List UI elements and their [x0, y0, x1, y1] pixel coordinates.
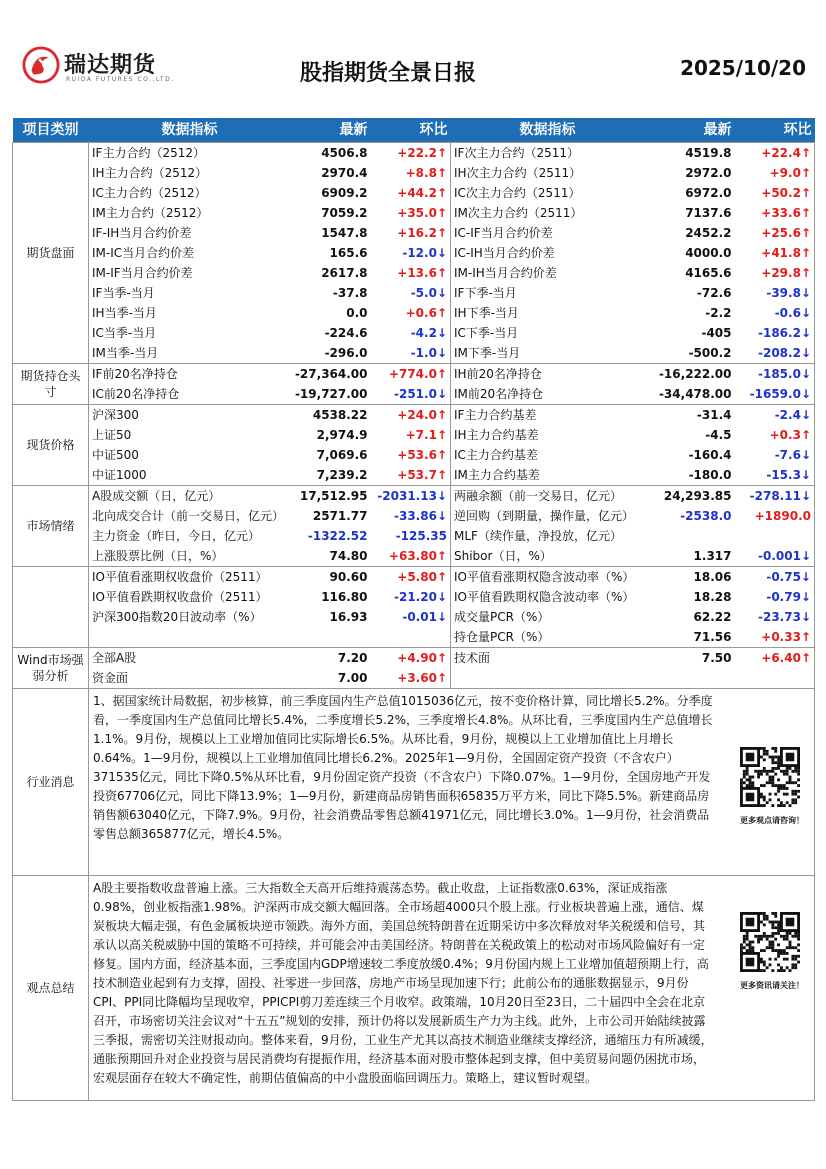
- indicator-change-2: -0.6↓: [735, 303, 815, 323]
- indicator-change: +4.90↑: [371, 648, 451, 669]
- indicator-name: A股成交额（日，亿元）: [89, 486, 291, 507]
- indicator-value-2: -34,478.00: [658, 387, 732, 401]
- indicator-name: IO平值看跌期权收盘价（2511）: [89, 587, 291, 607]
- indicator-change-2: -7.6↓: [735, 445, 815, 465]
- indicator-name: IM主力合约（2512）: [89, 203, 291, 223]
- indicator-value-2: -180.0: [688, 468, 732, 482]
- indicator-name: 沪深300: [89, 405, 291, 426]
- indicator-value: 165.6: [329, 246, 368, 260]
- indicator-value-2: -31.4: [645, 405, 735, 426]
- indicator-value-2: -72.6: [696, 286, 732, 300]
- indicator-value: 2617.8: [321, 266, 368, 280]
- indicator-value-2: -16,222.00: [645, 364, 735, 385]
- category-cell: Wind市场强弱分析: [13, 648, 89, 689]
- indicator-value-2: 6972.0: [685, 186, 732, 200]
- indicator-change: +22.2↑: [371, 143, 451, 164]
- indicator-name: IC当季-当月: [89, 323, 291, 343]
- qr-code-icon: [740, 912, 800, 972]
- industry-news-row: [13, 689, 815, 876]
- indicator-value: 74.80: [329, 549, 368, 563]
- col-header-indicator: 数据指标: [89, 118, 291, 143]
- indicator-name-2: 逆回购（到期量，操作量，亿元）: [454, 509, 635, 523]
- indicator-change: +7.1↑: [371, 425, 451, 445]
- indicator-change: +53.6↑: [371, 445, 451, 465]
- summary-text: A股主要指数收盘普遍上涨。三大指数全天高开后维持震荡态势。截止收盘，上证指数涨0.63%，深证成指涨0.98%，创业板指涨1.98%。沪深两市成交额大幅回落。全市场超4000只个股上涨。行业板块普遍上涨，通信、煤炭板块大幅走强，有色金属板块逆市领跌。海外方面，美国总统特朗普在近期采访中多次释放对华关税缓和信号，其承认以高关税威胁中国的策略不可持续，并可能会冲击美国经济。特朗普在关税政策上的松动对市场风险偏好有一定修复。国内方面，经济基本面，三季度国内GDP增速较二季度放缓0.4%；9月份国内规上工业增加值超预期上行，高技术制造业起到有力支撑，固投、社零进一步回落，房地产市场呈现加速下行；此前公布的通胀数据显示，9月份CPI、PPI同比降幅均呈现收窄，PPICPI剪刀差连续三个月收窄。政策端，10月20日至23日，二十届四中全会在北京召开，市场密切关注会议对“十五五”规划的安排，预计仍将以发展新质生产力为主线。此外，上市公司开始陆续披露三季报，需密切关注财报动向。整体来看，9月份，工业生产尤其以高技术制造业继续支撑经济，通缩压力有所减缓，通胀预期回升对企业投资与居民消费均有提振作用，经济基本面对股市整体起到支撑，但中美贸易问题仍困扰市场，宏观层面存在较大不确定性，前期估值偏高的中小盘股面临回调压力。策略上，建议暂时观望。: [93, 881, 713, 1085]
- indicator-change-2: -0.001↓: [735, 546, 815, 567]
- industry-news-qr-caption: 更多观点请咨询！: [740, 816, 804, 825]
- indicator-name: IC主力合约（2512）: [89, 183, 291, 203]
- table-row: [13, 203, 815, 223]
- table-row: [13, 163, 815, 183]
- indicator-change: +5.80↑: [371, 567, 451, 588]
- indicator-name: IF主力合约（2512）: [89, 143, 291, 164]
- indicator-change-2: -278.11↓: [735, 486, 815, 507]
- indicator-name: 中证500: [89, 445, 291, 465]
- indicator-value: 6909.2: [321, 186, 368, 200]
- indicator-name: IH当季-当月: [89, 303, 291, 323]
- indicator-name-2: IM下季-当月: [454, 346, 521, 360]
- indicator-value: 7.00: [337, 671, 368, 685]
- indicator-change-2: -0.79↓: [735, 587, 815, 607]
- indicator-change-2: +22.4↑: [735, 143, 815, 164]
- indicator-name: 资金面: [89, 668, 291, 689]
- category-cell: 期货盘面: [13, 143, 89, 364]
- table-row: [13, 323, 815, 343]
- col-header-indicator-2: 数据指标: [451, 118, 645, 143]
- indicator-value: -224.6: [324, 326, 368, 340]
- indicator-name: IF当季-当月: [89, 283, 291, 303]
- indicator-change-2: +50.2↑: [735, 183, 815, 203]
- indicator-name: 沪深300指数20日波动率（%）: [89, 607, 291, 627]
- indicator-name: [89, 627, 291, 648]
- indicator-value-2: 2452.2: [685, 226, 732, 240]
- company-logo: [22, 46, 175, 94]
- indicator-name-2: 两融余额（前一交易日，亿元）: [451, 486, 645, 507]
- indicator-change: +0.6↑: [371, 303, 451, 323]
- indicator-change-2: -15.3↓: [735, 465, 815, 486]
- indicator-value-2: 7137.6: [685, 206, 732, 220]
- table-row: [13, 343, 815, 364]
- indicator-change-2: -208.2↓: [735, 343, 815, 364]
- indicator-value-2: 4000.0: [685, 246, 732, 260]
- table-row: [13, 384, 815, 405]
- indicator-change: +53.7↑: [371, 465, 451, 486]
- indicator-name-2: 技术面: [451, 648, 645, 669]
- col-header-change-2: 环比: [735, 118, 815, 143]
- table-header-row: [13, 118, 815, 143]
- industry-news-text: 1、据国家统计局数据，初步核算，前三季度国内生产总值1015036亿元，按不变价格计算，同比增长5.2%。分季度看，一季度国内生产总值同比增长5.4%，二季度增长5.2%，三季度增长4.8%。从环比看，三季度国内生产总值增长1.1%。9月份，规模以上工业增加值同比实际增长6.5%。从环比看，9月份，规模以上工业增加值比上月增长0.64%。1—9月份，规模以上工业增加值同比增长6.2%。2025年1—9月份，全国固定资产投资（不含农户）371535亿元，同比下降0.5%从环比看，9月份固定资产投资（不含农户）下降0.07%。1—9月份，全国房地产开发投资67706亿元，同比下降13.9%；1—9月份，新建商品房销售面积65835万平方米，同比下降5.5%。新建商品房销售额63040亿元，下降7.9%。9月份，社会消费品零售总额41971亿元，同比增长3.0%。1—9月份，社会消费品零售总额365877亿元，增长4.5%。: [93, 694, 713, 841]
- indicator-value-2: 4519.8: [645, 143, 735, 164]
- indicator-change-2: +0.3↑: [735, 425, 815, 445]
- industry-news-box: [89, 689, 815, 876]
- indicator-name: IM-IF当月合约价差: [89, 263, 291, 283]
- page-title: 股指期货全景日报: [300, 61, 477, 86]
- indicator-name: 北向成交合计（前一交易日，亿元）: [89, 506, 291, 526]
- indicator-name-2: IF主力合约基差: [451, 405, 645, 426]
- indicator-value: 16.93: [329, 610, 368, 624]
- indicator-change: +13.6↑: [371, 263, 451, 283]
- indicator-change-2: -0.75↓: [735, 567, 815, 588]
- indicator-change: -33.86↓: [371, 506, 451, 526]
- table-row: [13, 607, 815, 627]
- indicator-name: IM当季-当月: [89, 343, 291, 364]
- summary-qr[interactable]: [740, 912, 804, 995]
- indicator-value-2: 2972.0: [685, 166, 732, 180]
- table-row: [13, 648, 815, 669]
- indicator-change: +3.60↑: [371, 668, 451, 689]
- indicator-value: 90.60: [291, 567, 371, 588]
- col-header-latest: 最新: [291, 118, 371, 143]
- indicator-name-2: IC次主力合约（2511）: [454, 186, 581, 200]
- table-row: [13, 364, 815, 385]
- indicator-change: -5.0↓: [371, 283, 451, 303]
- summary-qr-caption: 更多资讯请关注！: [740, 981, 804, 990]
- indicator-name: 上证50: [89, 425, 291, 445]
- indicator-value: 4506.8: [291, 143, 371, 164]
- indicator-name-2: 成交量PCR（%）: [454, 610, 550, 624]
- indicator-name-2: IH前20名净持仓: [451, 364, 645, 385]
- indicator-value-2: 4165.6: [685, 266, 732, 280]
- indicator-change-2: -23.73↓: [735, 607, 815, 627]
- indicator-change: -251.0↓: [371, 384, 451, 405]
- indicator-value-2: [645, 668, 735, 689]
- indicator-name-2: IO平值看涨期权隐含波动率（%）: [451, 567, 645, 588]
- indicator-change: -125.35: [371, 526, 451, 546]
- col-header-latest-2: 最新: [645, 118, 735, 143]
- indicator-name-2: IM-IH当月合约价差: [454, 266, 557, 280]
- indicator-value: -1322.52: [307, 529, 368, 543]
- indicator-change-2: +9.0↑: [735, 163, 815, 183]
- ruida-logo-icon: [22, 46, 60, 84]
- indicator-value: 7,239.2: [316, 468, 368, 482]
- indicator-value: 2571.77: [312, 509, 368, 523]
- indicator-value-2: [645, 526, 735, 546]
- indicator-change: +16.2↑: [371, 223, 451, 243]
- indicator-change-2: +41.8↑: [735, 243, 815, 263]
- table-row: [13, 283, 815, 303]
- indicator-name: IF前20名净持仓: [89, 364, 291, 385]
- indicator-name: 中证1000: [89, 465, 291, 486]
- indicator-value: -37.8: [332, 286, 368, 300]
- indicator-change-2: +25.6↑: [735, 223, 815, 243]
- indicator-change-2: -185.0↓: [735, 364, 815, 385]
- indicator-name-2: 持仓量PCR（%）: [454, 630, 550, 644]
- indicator-name-2: IF下季-当月: [454, 286, 517, 300]
- indicator-change: -0.01↓: [371, 607, 451, 627]
- report-header: [0, 0, 826, 110]
- indicator-name-2: MLF（续作量，净投放，亿元）: [454, 529, 622, 543]
- indicator-value: 7.20: [291, 648, 371, 669]
- indicator-value-2: 71.56: [693, 630, 732, 644]
- indicator-change-2: +0.33↑: [735, 627, 815, 648]
- industry-news-category: 行业消息: [13, 689, 89, 876]
- indicator-value-2: 18.06: [645, 567, 735, 588]
- indicator-value: 116.80: [321, 590, 368, 604]
- table-row: [13, 567, 815, 588]
- indicator-change-2: -2.4↓: [735, 405, 815, 426]
- indicator-change: +63.80↑: [371, 546, 451, 567]
- category-cell: [13, 567, 89, 648]
- indicator-value: [291, 627, 371, 648]
- indicator-name: IF-IH当月合约价差: [89, 223, 291, 243]
- table-row: [13, 425, 815, 445]
- indicator-value-2: -405: [701, 326, 732, 340]
- table-row: [13, 303, 815, 323]
- indicator-change-2: +6.40↑: [735, 648, 815, 669]
- indicator-name-2: IH下季-当月: [454, 306, 519, 320]
- indicator-name-2: IM前20名净持仓: [454, 387, 544, 401]
- indicator-value-2: 24,293.85: [645, 486, 735, 507]
- indicator-value-2: -160.4: [688, 448, 732, 462]
- indicator-name-2: Shibor（日，%）: [454, 549, 552, 563]
- indicator-name-2: IC主力合约基差: [454, 448, 538, 462]
- company-name-en: RUIDA FUTURES CO.,LTD.: [66, 76, 175, 83]
- indicator-value: 17,512.95: [291, 486, 371, 507]
- indicator-name-2: IC下季-当月: [454, 326, 519, 340]
- indicator-value-2: -2538.0: [680, 509, 732, 523]
- indicator-change: +8.8↑: [371, 163, 451, 183]
- summary-row: [13, 876, 815, 1101]
- indicator-value: 2970.4: [321, 166, 368, 180]
- table-row: [13, 243, 815, 263]
- indicator-change: +774.0↑: [371, 364, 451, 385]
- indicator-value: 7059.2: [321, 206, 368, 220]
- indicator-name-2: IH次主力合约（2511）: [454, 166, 582, 180]
- table-row: [13, 263, 815, 283]
- indicator-name-2: IC-IH当月合约价差: [454, 246, 555, 260]
- indicator-value-2: 1.317: [693, 549, 732, 563]
- category-cell: 现货价格: [13, 405, 89, 486]
- table-row: [13, 526, 815, 546]
- indicator-change-2: [735, 668, 815, 689]
- table-row: [13, 506, 815, 526]
- indicator-change-2: +1890.0: [735, 506, 815, 526]
- category-cell: 期货持仓头寸: [13, 364, 89, 405]
- indicator-value: 7,069.6: [316, 448, 368, 462]
- col-header-change: 环比: [371, 118, 451, 143]
- qr-code-icon: [740, 747, 800, 807]
- indicator-change-2: [735, 526, 815, 546]
- indicator-change: -4.2↓: [371, 323, 451, 343]
- table-row: [13, 143, 815, 164]
- indicator-change: -1.0↓: [371, 343, 451, 364]
- indicator-name-2: IH主力合约基差: [454, 428, 539, 442]
- indicator-name-2: [451, 668, 645, 689]
- table-row: [13, 183, 815, 203]
- indicator-value: 2,974.9: [316, 428, 368, 442]
- indicator-change: -12.0↓: [371, 243, 451, 263]
- indicator-value-2: 62.22: [693, 610, 732, 624]
- table-row: [13, 668, 815, 689]
- table-row: [13, 486, 815, 507]
- indicator-value: 0.0: [346, 306, 368, 320]
- indicator-change: +24.0↑: [371, 405, 451, 426]
- table-row: [13, 465, 815, 486]
- indicator-value: 1547.8: [321, 226, 368, 240]
- indicator-name: 全部A股: [89, 648, 291, 669]
- indicator-value-2: -500.2: [688, 346, 732, 360]
- indicator-name: IO平值看涨期权收盘价（2511）: [89, 567, 291, 588]
- summary-category: 观点总结: [13, 876, 89, 1101]
- indicator-value-2: 18.28: [693, 590, 732, 604]
- indicator-change-2: -39.8↓: [735, 283, 815, 303]
- table-row: [13, 223, 815, 243]
- report-date: 2025/10/20: [680, 56, 806, 80]
- company-name: 瑞达期货: [64, 53, 157, 78]
- indicator-name-2: IO平值看跌期权隐含波动率（%）: [454, 590, 635, 604]
- indicator-value: -27,364.00: [291, 364, 371, 385]
- indicator-change: [371, 627, 451, 648]
- summary-box: [89, 876, 815, 1101]
- table-row: [13, 627, 815, 648]
- indicator-change: -21.20↓: [371, 587, 451, 607]
- indicator-value: -19,727.00: [294, 387, 368, 401]
- indicator-value-2: 7.50: [645, 648, 735, 669]
- indicator-change: +35.0↑: [371, 203, 451, 223]
- col-header-category: 项目类别: [13, 118, 89, 143]
- indicator-value: -296.0: [324, 346, 368, 360]
- indicator-name-2: IC-IF当月合约价差: [454, 226, 553, 240]
- indicator-name: 上涨股票比例（日，%）: [89, 546, 291, 567]
- indicator-name: 主力资金（昨日，今日，亿元）: [89, 526, 291, 546]
- category-cell: 市场情绪: [13, 486, 89, 567]
- table-row: [13, 405, 815, 426]
- indicator-change: +44.2↑: [371, 183, 451, 203]
- indicator-value-2: -2.2: [705, 306, 732, 320]
- industry-news-qr[interactable]: [740, 747, 804, 830]
- indicator-change-2: +33.6↑: [735, 203, 815, 223]
- indicator-value-2: -4.5: [705, 428, 732, 442]
- indicator-change-2: +29.8↑: [735, 263, 815, 283]
- table-row: [13, 445, 815, 465]
- indicator-name-2: IF次主力合约（2511）: [451, 143, 645, 164]
- indicator-name: IC前20名净持仓: [89, 384, 291, 405]
- indicator-change: -2031.13↓: [371, 486, 451, 507]
- table-row: [13, 587, 815, 607]
- indicator-change-2: -1659.0↓: [735, 384, 815, 405]
- data-table: [12, 118, 815, 1101]
- indicator-change-2: -186.2↓: [735, 323, 815, 343]
- indicator-value: 4538.22: [291, 405, 371, 426]
- indicator-name-2: IM次主力合约（2511）: [454, 206, 583, 220]
- indicator-name: IH主力合约（2512）: [89, 163, 291, 183]
- table-row: [13, 546, 815, 567]
- indicator-name: IM-IC当月合约价差: [89, 243, 291, 263]
- indicator-name-2: IM主力合约基差: [454, 468, 540, 482]
